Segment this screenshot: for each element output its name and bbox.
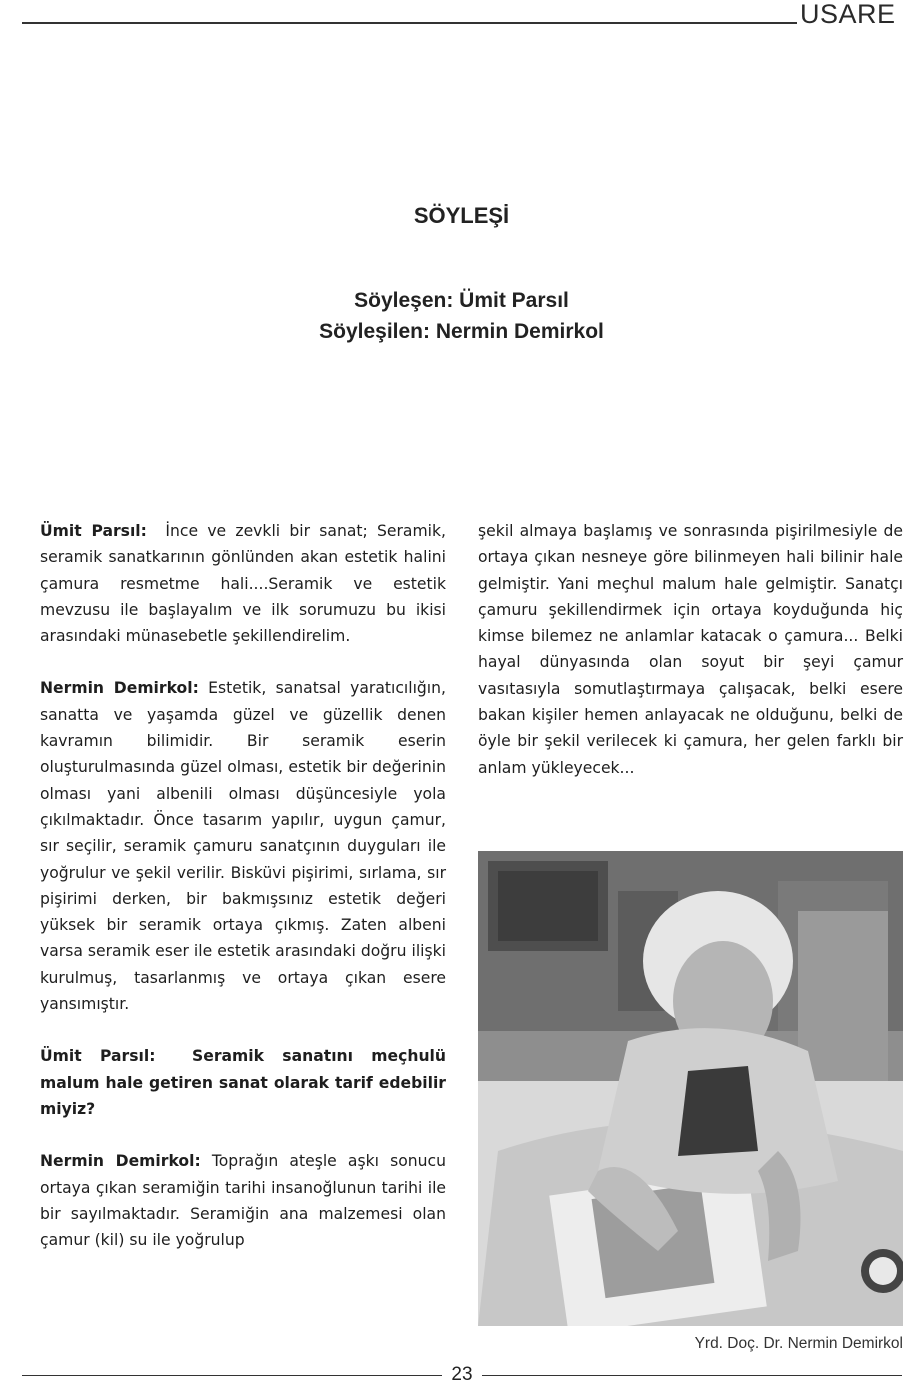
paragraph-text: Estetik, sanatsal yaratıcılığın, sanatta ve yaşamda güzel ve güzellik denen kavramın bilimidir. Bir seramik eserin oluşturulmasında güzel olması, estetik bir değerinin olması yani albenili olması düşüncesiyle yola çıkılmaktadır. Önce tasarım yapılır, uygun çamur, sır seçilir, seramik çamuru sanatçının duyguları ile yoğrulur ve şekil verilir. Bisküvi pişirimi, sırlama, sır pişirimi derken, bir bakmışsınız estetik değeri yüksek bir seramik ortaya çıkmış. Zaten albeni varsa seramik eser ile estetik arasındaki doğru ilişki kurulmuş, tasarlanmış ve ortaya çıkan esere yansımıştır. xyxy=(40,679,446,1014)
paragraph-answer-1 xyxy=(40,675,446,1017)
paragraph-text: İnce ve zevkli bir sanat; Seramik, seramik sanatkarının gönlünden akan estetik halini çamura resmetme hali....Seramik ve estetik mevzusu ile başlayalım ve ilk sorumuzu bu ikisi arasındaki münasebetle şekillendirelim. xyxy=(40,522,446,646)
footer-rule-left xyxy=(22,1375,442,1376)
paragraph-continued: şekil almaya başlamış ve sonrasında pişirilmesiyle de ortaya çıkan nesneye göre bilinmeyen hali bilinir hale gelmiştir. Yani meçhul malum hale gelmiştir. Sanatçı çamuru şekillendirmek için ortaya koyduğunda hiç kimse bilemez ne anlamlar katacak o çamura... Belki hayal dünyasında olan soyut bir şeyi çamur vasıtasıyla somutlaştırmaya çalışacak, belki esere bakan kişiler hemen anlayacak ne olduğunu, belki de öyle bir şekil verilecek ki çamura, her gelen farklı bir anlam yükleyecek... xyxy=(478,522,903,777)
photo-caption: Yrd. Doç. Dr. Nermin Demirkol xyxy=(694,1335,903,1352)
speaker-label: Ümit Parsıl: xyxy=(40,1047,156,1066)
interviewer-line: Söyleşen: Ümit Parsıl xyxy=(354,289,569,312)
portrait-photo xyxy=(478,851,903,1326)
journal-title: USARE xyxy=(800,0,896,29)
section-title: SÖYLEŞİ xyxy=(413,203,510,228)
paragraph-question-2 xyxy=(40,1043,446,1122)
photo-illustration xyxy=(478,851,903,1326)
paragraph-text: Seramik sanatını meçhulü malum hale getiren sanat olarak tarif edebilir miyiz? xyxy=(40,1047,446,1118)
speaker-label: Ümit Parsıl: xyxy=(40,522,147,540)
paragraph-answer-2 xyxy=(40,1148,446,1253)
page-number: 23 xyxy=(451,1364,473,1385)
speaker-label: Nermin Demirkol: xyxy=(40,1152,201,1171)
left-column xyxy=(40,518,446,1279)
interviewee-line: Söyleşilen: Nermin Demirkol xyxy=(319,320,604,343)
footer-rule-right xyxy=(482,1375,902,1376)
paragraph-question-1 xyxy=(40,518,446,649)
speaker-label: Nermin Demirkol: xyxy=(40,679,199,698)
right-column xyxy=(478,518,903,807)
paragraph-text: Toprağın ateşle aşkı sonucu ortaya çıkan seramiğin tarihi insanoğlunun tarihi ile bir sayılmaktadır. Seramiğin ana malzemesi olan çamur (kil) su ile yoğrulup xyxy=(40,1152,446,1250)
header-rule xyxy=(22,22,797,24)
